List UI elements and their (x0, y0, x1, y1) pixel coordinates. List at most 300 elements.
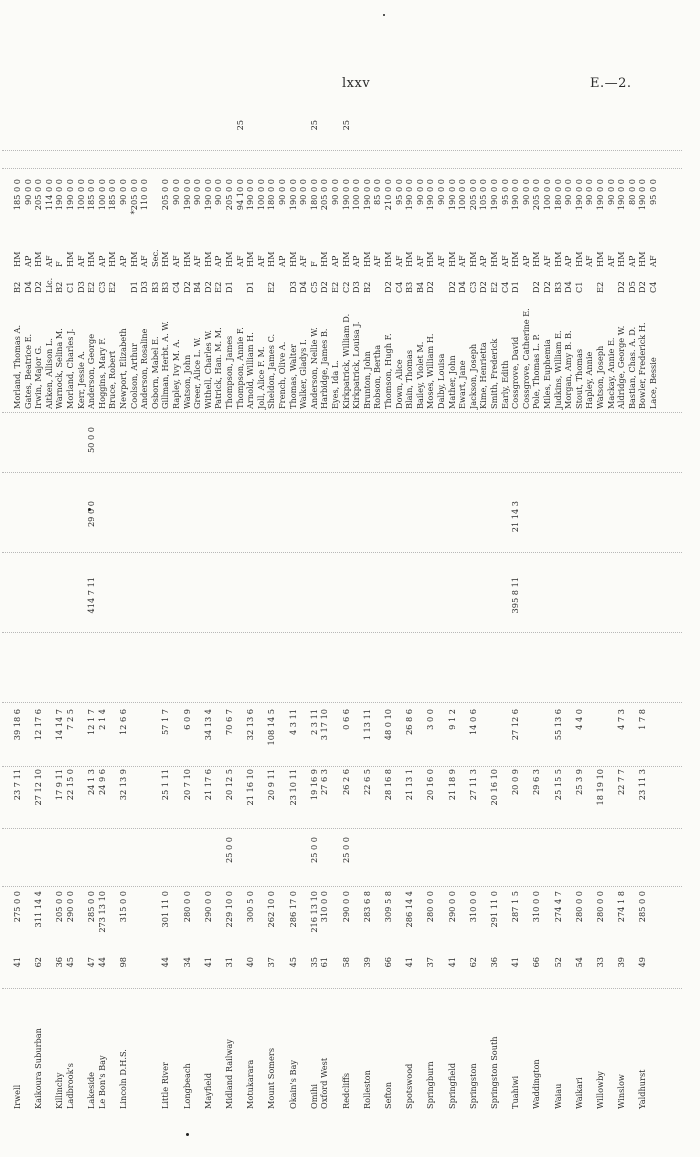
teacher-name: Miles, Euphemia (542, 339, 552, 409)
salaries: 285 0 0 (86, 891, 97, 923)
teacher-name: Bastian, Chas. A. D. (626, 326, 637, 409)
page-number: lxxv (342, 76, 371, 91)
extra-amount: 0 6 6 (340, 709, 351, 730)
school-total: 22 7 7 (616, 769, 627, 796)
teacher-classification: D3 (75, 281, 86, 293)
teacher-position: HM (340, 251, 351, 267)
school-name: Okain's Bay (287, 1059, 298, 1109)
teacher-position: AF (75, 255, 86, 267)
teacher-name: Mackay, Annie E. (605, 337, 616, 409)
series-reference: E.—2. (590, 76, 632, 91)
teacher-name: Hapley, Annie (584, 351, 595, 409)
teacher-position: AF (393, 255, 404, 267)
teacher-position: AF (499, 255, 510, 267)
teacher-name: Morland, Thomas A. (12, 324, 22, 409)
teacher-classification: D4 (298, 281, 309, 293)
teacher-name: Walker, Gladys I. (298, 339, 309, 409)
teacher-salary: 90 0 0 (563, 179, 574, 206)
salaries: 300 5 0 (245, 891, 256, 923)
attendance: 45 (65, 957, 75, 968)
teacher-position: AP (118, 255, 128, 267)
teacher-name: Robson, Bertha (372, 344, 383, 409)
attendance: 61 (319, 957, 330, 968)
teacher-salary: 90 0 0 (436, 179, 446, 206)
extra-amount: 14 0 6 (467, 709, 478, 736)
salaries: 275 0 0 (12, 891, 22, 923)
salaries: 205 0 0 (54, 891, 65, 923)
teacher-name: Irwin, Major G. (33, 345, 44, 409)
allowance-flag: 25 (340, 120, 351, 131)
extra-amount: 2 1 4 (96, 709, 107, 730)
teacher-salary: 205 0 0 (224, 179, 234, 211)
teacher-classification: B2 (54, 281, 65, 293)
teacher-position: AP (96, 255, 107, 267)
teacher-position: HM (33, 251, 44, 267)
attendance: 37 (266, 957, 277, 968)
school-name: Le Bon's Bay (96, 1055, 107, 1109)
salaries: 309 5 8 (383, 891, 393, 923)
teacher-classification: B2 (361, 281, 372, 293)
teacher-position: HM (616, 251, 627, 267)
teacher-salary: 205 0 0 (467, 179, 478, 211)
school-name: Springfield (446, 1062, 457, 1109)
school-name: Redcliffs (340, 1072, 351, 1109)
teacher-salary: 90 0 0 (520, 179, 531, 206)
teacher-name: Smith, Frederick (489, 338, 499, 409)
salaries: 274 1 8 (616, 891, 627, 923)
teacher-classification: D2 (181, 281, 192, 293)
school-name: Rolleston (361, 1070, 372, 1109)
teacher-position: HM (510, 251, 521, 267)
salaries: 280 0 0 (181, 891, 192, 923)
salaries: 291 11 0 (489, 891, 499, 928)
salaries: 262 10 0 (266, 891, 277, 928)
print-speck (383, 14, 385, 16)
teacher-classification: D3 (351, 281, 362, 293)
attendance: 41 (446, 957, 457, 968)
allowances: 25 0 0 (340, 837, 351, 864)
teacher-classification: B3 (160, 281, 171, 293)
salaries: 216 13 10 (308, 891, 319, 933)
school-total: 24 1 3 (86, 769, 97, 796)
teacher-classification: E2 (213, 281, 224, 293)
teacher-position: HM (531, 251, 542, 267)
residence-amount: 50 0 0 (86, 427, 97, 454)
building-amount: 414 7 11 (86, 577, 97, 614)
teacher-salary: 190 0 0 (573, 179, 584, 211)
teacher-classification: C1 (65, 281, 75, 293)
teacher-position: HM (202, 251, 213, 267)
salaries: 280 0 0 (595, 891, 605, 923)
school-total: 22 15 0 (65, 769, 75, 801)
school-name: Motukarara (245, 1059, 256, 1109)
teacher-classification: D2 (425, 281, 436, 293)
teacher-salary: 90 0 0 (171, 179, 181, 206)
teacher-salary: 190 0 0 (404, 179, 415, 211)
teacher-position: HM (361, 251, 372, 267)
teacher-position: Sec. (149, 249, 160, 267)
teacher-name: Bailey, Violet M. (414, 341, 425, 409)
rotated-table (2, 103, 682, 1113)
school-name: Mayfield (202, 1072, 213, 1109)
teacher-salary: 100 0 0 (542, 179, 552, 211)
teacher-salary: 100 0 0 (75, 179, 86, 211)
teacher-classification: E2 (107, 281, 118, 293)
salaries: 285 0 0 (637, 891, 648, 923)
salaries: 290 0 0 (340, 891, 351, 923)
attendance: 41 (404, 957, 415, 968)
salaries: 280 0 0 (425, 891, 436, 923)
extra-amount: 9 1 2 (446, 709, 457, 730)
teacher-salary: 205 0 0 (531, 179, 542, 211)
school-total: 20 9 11 (266, 769, 277, 801)
teacher-name: Watson, John (181, 354, 192, 409)
teacher-salary: 190 0 0 (446, 179, 457, 211)
teacher-position: AP (520, 255, 531, 267)
attendance: 37 (425, 957, 436, 968)
extra-amount: 3 0 0 (425, 709, 436, 730)
teacher-position: F (54, 261, 65, 267)
salaries: 310 0 0 (467, 891, 478, 923)
teacher-classification: D1 (510, 281, 521, 293)
teacher-classification: D2 (319, 281, 330, 293)
school-name: Oxford West (319, 1057, 330, 1109)
teacher-name: Lace, Bessie (648, 357, 658, 409)
teacher-name: Arnold, William H. (245, 332, 256, 409)
school-total: 21 17 6 (202, 769, 213, 801)
school-total: 19 16 9 (308, 769, 319, 801)
teacher-salary: 95 0 0 (648, 179, 658, 206)
school-name: Winslow (616, 1074, 627, 1109)
teacher-name: Thomas, Walter (287, 344, 298, 409)
teacher-classification: B3 (149, 281, 160, 293)
teacher-name: Gillman, Herbt. A. W. (160, 321, 171, 409)
school-total: 24 9 6 (96, 769, 107, 796)
teacher-classification: D2 (637, 281, 648, 293)
teacher-name: Thompson, Annie F. (234, 327, 245, 409)
school-name: Kaikoura Suburban (33, 1028, 44, 1109)
salaries: 283 6 8 (361, 891, 372, 923)
attendance: 44 (160, 957, 171, 968)
school-name: Springburn (425, 1061, 436, 1109)
attendance: 47 (86, 957, 97, 968)
school-total: 27 6 3 (319, 769, 330, 796)
allowance-flag: 25 (308, 120, 319, 131)
extra-amount: 3 17 10 (319, 709, 330, 741)
teacher-name: Gates, Beatrice E. (22, 333, 33, 409)
extra-amount: 39 18 6 (12, 709, 22, 741)
teacher-name: Eyes, Ida L. (330, 360, 340, 409)
teacher-salary: 205 0 0 (319, 179, 330, 211)
teacher-name: Harbidge, James B. (319, 328, 330, 409)
teacher-salary: 100 0 0 (255, 179, 266, 211)
teacher-classification: E2 (266, 281, 277, 293)
teacher-name: Morland, Charles J. (65, 328, 75, 409)
teacher-position: HM (425, 251, 436, 267)
teacher-name: Anderson, Nellie W. (308, 327, 319, 409)
teacher-salary: 190 0 0 (637, 179, 648, 211)
school-total: 23 10 11 (287, 769, 298, 806)
school-name: Tuahiwi (510, 1075, 521, 1109)
teacher-name: Anderson, George (86, 333, 97, 409)
school-total: 17 9 11 (54, 769, 65, 801)
teacher-classification: D3 (139, 281, 150, 293)
attendance: 45 (287, 957, 298, 968)
school-total: 21 13 1 (404, 769, 415, 801)
teacher-name: Patrick, Han. M. M. (213, 327, 224, 409)
teacher-salary: 90 0 0 (213, 179, 224, 206)
attendance: 39 (616, 957, 627, 968)
teacher-name: Aitken, Allison L. (43, 338, 54, 409)
attendance: 33 (595, 957, 605, 968)
extra-amount: 12 17 6 (33, 709, 44, 741)
teacher-classification: D1 (128, 281, 139, 293)
school-total: 32 13 9 (118, 769, 128, 801)
extra-amount: 4 7 3 (616, 709, 627, 730)
teacher-position: AP (478, 255, 489, 267)
extra-amount: 14 14 7 (54, 709, 65, 741)
extra-amount: 7 2 5 (65, 709, 75, 730)
teacher-salary: 90 0 0 (298, 179, 309, 206)
school-total: 20 0 9 (510, 769, 521, 796)
teacher-name: Greer, Alice L. W. (192, 337, 203, 409)
school-name: Killinchy (54, 1072, 65, 1109)
teacher-position: HM (12, 251, 22, 267)
school-total: 29 6 3 (531, 769, 542, 796)
teacher-name: Aldridge, George W. (616, 325, 627, 409)
teacher-name: Osborn, Mabel E. (149, 336, 160, 409)
school-total: 20 7 10 (181, 769, 192, 801)
attendance: 40 (245, 957, 256, 968)
school-name: Yaldhurst (637, 1069, 648, 1109)
teacher-classification: B4 (414, 281, 425, 293)
teacher-classification: D2 (446, 281, 457, 293)
teacher-position: AP (277, 255, 287, 267)
attendance: 34 (181, 957, 192, 968)
extra-amount: 1 13 11 (361, 709, 372, 741)
school-name: Ladbrook's (65, 1063, 75, 1109)
school-name: Little River (160, 1062, 171, 1109)
teacher-position: HM (573, 251, 584, 267)
teacher-name: Hoggins, Mary F. (96, 337, 107, 409)
teacher-position: AF (255, 255, 266, 267)
teacher-position: AF (436, 255, 446, 267)
teacher-salary: 90 0 0 (605, 179, 616, 206)
teacher-position: HM (65, 251, 75, 267)
school-name: Springston (467, 1063, 478, 1109)
extra-amount: 12 6 6 (118, 709, 128, 736)
salaries: 290 0 0 (446, 891, 457, 923)
teacher-position: HM (128, 251, 139, 267)
teacher-classification: E2 (86, 281, 97, 293)
school-total: 21 18 9 (446, 769, 457, 801)
teacher-name: Ewart, Jane (457, 360, 468, 409)
teacher-name: Mather, John (446, 355, 457, 409)
attendance: 36 (489, 957, 499, 968)
salaries: 315 0 0 (118, 891, 128, 923)
school-name: Willowby (595, 1071, 605, 1109)
salaries: 229 10 0 (224, 891, 234, 928)
extra-amount: 70 6 7 (224, 709, 234, 736)
school-total: 21 16 10 (245, 769, 256, 806)
teacher-classification: D4 (563, 281, 574, 293)
teacher-salary: 190 0 0 (202, 179, 213, 211)
teacher-position: HM (107, 251, 118, 267)
teacher-name: Bruce, Robert (107, 350, 118, 409)
extra-amount: 27 12 6 (510, 709, 521, 741)
teacher-salary: 190 0 0 (616, 179, 627, 211)
teacher-classification: C4 (648, 281, 658, 293)
teacher-classification: D2 (531, 281, 542, 293)
teacher-name: Stout, Thomas (573, 348, 584, 409)
teacher-salary: 190 0 0 (489, 179, 499, 211)
teacher-salary: 185 0 0 (12, 179, 22, 211)
teacher-salary: 190 0 0 (65, 179, 75, 211)
teacher-classification: D1 (224, 281, 234, 293)
teacher-classification: D2 (33, 281, 44, 293)
teacher-salary: 180 0 0 (552, 179, 563, 211)
teacher-name: Early, Edith (499, 360, 510, 409)
teacher-position: AF (139, 255, 150, 267)
teacher-classification: C3 (467, 281, 478, 293)
teacher-classification: B3 (552, 281, 563, 293)
teacher-name: French, Olive A. (277, 341, 287, 409)
building-amount: 395 8 11 (510, 577, 521, 614)
school-name: Sefton (383, 1082, 393, 1109)
teacher-name: Warnock, Selina M. (54, 328, 65, 409)
teacher-salary: 85 0 0 (372, 179, 383, 206)
teacher-salary: 190 0 0 (245, 179, 256, 211)
teacher-salary: 90 0 0 (414, 179, 425, 206)
attendance: 44 (96, 957, 107, 968)
school-name: Lakeside (86, 1071, 97, 1109)
teacher-name: Moses, William H. (425, 333, 436, 409)
print-speck (186, 1133, 189, 1136)
school-name: Midland Railway (224, 1039, 234, 1109)
teacher-name: Thomson, Hugh F. (383, 333, 393, 409)
teacher-salary: 190 0 0 (425, 179, 436, 211)
attendance: 31 (224, 957, 234, 968)
teacher-salary: 180 0 0 (308, 179, 319, 211)
teacher-classification: D2 (202, 281, 213, 293)
salaries: 311 14 4 (33, 891, 44, 928)
teacher-salary: 90 0 0 (192, 179, 203, 206)
school-name: Springston South (489, 1036, 499, 1109)
teacher-classification: C5 (308, 281, 319, 293)
attendance: 66 (383, 957, 393, 968)
attendance: 36 (54, 957, 65, 968)
attendance: 41 (202, 957, 213, 968)
salaries: 310 0 0 (531, 891, 542, 923)
teacher-position: AP (330, 255, 340, 267)
teacher-salary: 90 0 0 (22, 179, 33, 206)
teacher-salary: 90 0 0 (330, 179, 340, 206)
teacher-name: Blain, Thomas (404, 349, 415, 409)
teacher-salary: 190 0 0 (340, 179, 351, 211)
teacher-position: AF (605, 255, 616, 267)
teacher-salary: 90 0 0 (584, 179, 595, 206)
teacher-name: Newport, Elizabeth (118, 328, 128, 409)
teacher-position: AF (542, 255, 552, 267)
teacher-salary: 190 0 0 (181, 179, 192, 211)
table-row (648, 103, 660, 1113)
teacher-position: HM (383, 251, 393, 267)
school-name: Irwell (12, 1084, 22, 1109)
teacher-position: HM (489, 251, 499, 267)
teacher-name: Kime, Henrietta (478, 342, 489, 409)
teacher-classification: D5 (626, 281, 637, 293)
teacher-position: AP (351, 255, 362, 267)
repairs-amount: 29 0 0 (86, 501, 97, 528)
teacher-salary: 210 0 0 (383, 179, 393, 211)
teacher-salary: 105 0 0 (478, 179, 489, 211)
teacher-name: Cossgrove, David (510, 336, 521, 409)
teacher-position: AF (648, 255, 658, 267)
school-total: 23 7 11 (12, 769, 22, 801)
school-name: Mount Somers (266, 1047, 277, 1109)
attendance: 41 (510, 957, 521, 968)
salaries: 286 17 0 (287, 891, 298, 928)
extra-amount: 55 13 6 (552, 709, 563, 741)
teacher-classification: B3 (404, 281, 415, 293)
teacher-salary: 80 0 0 (626, 179, 637, 206)
salaries: 273 13 10 (96, 891, 107, 933)
teacher-position: HM (181, 251, 192, 267)
salaries: 280 0 0 (573, 891, 584, 923)
teacher-position: AF (171, 255, 181, 267)
teacher-name: Jackson, Joseph (467, 343, 478, 409)
attendance: 49 (637, 957, 648, 968)
school-total: 18 19 10 (595, 769, 605, 806)
attendance: 35 (308, 957, 319, 968)
teacher-salary: 95 0 0 (393, 179, 404, 206)
teacher-salary: 114 0 0 (43, 179, 54, 211)
extra-amount: 108 14 5 (266, 709, 277, 746)
school-name: Waiau (552, 1083, 563, 1109)
teacher-classification: C3 (96, 281, 107, 293)
teacher-position: AF (298, 255, 309, 267)
teacher-position: F (308, 261, 319, 267)
teacher-classification: D4 (457, 281, 468, 293)
school-name: Lincoln D.H.S. (118, 1049, 128, 1109)
attendance: 52 (552, 957, 563, 968)
teacher-name: Kirkpatrick, Louisa J. (351, 321, 362, 409)
repairs-amount: 21 14 3 (510, 501, 521, 533)
teacher-position: AF (414, 255, 425, 267)
teacher-classification: D3 (287, 281, 298, 293)
teacher-position: HM (319, 251, 330, 267)
teacher-position: AF (372, 255, 383, 267)
extra-amount: 4 3 11 (287, 709, 298, 736)
teacher-classification: D2 (542, 281, 552, 293)
teacher-name: Rapley, Ivy M. A. (171, 339, 181, 409)
teacher-name: Kirkpatrick, William D. (340, 313, 351, 409)
teacher-salary: 100 0 0 (457, 179, 468, 211)
teacher-classification: D2 (616, 281, 627, 293)
teacher-name: Pole, Thomas L. P. (531, 334, 542, 409)
teacher-salary: 185 0 0 (107, 179, 118, 211)
teacher-position: AF (584, 255, 595, 267)
teacher-name: Down, Alice (393, 359, 404, 409)
teacher-position: AP (22, 255, 33, 267)
school-total: 25 15 5 (552, 769, 563, 801)
extra-amount: 2 3 11 (308, 709, 319, 736)
teacher-name: Thompson, James (224, 335, 234, 409)
teacher-position: AP (563, 255, 574, 267)
teacher-salary: 90 0 0 (277, 179, 287, 206)
teacher-classification: C4 (499, 281, 510, 293)
teacher-name: Morgan, Amy B. B. (563, 330, 574, 409)
